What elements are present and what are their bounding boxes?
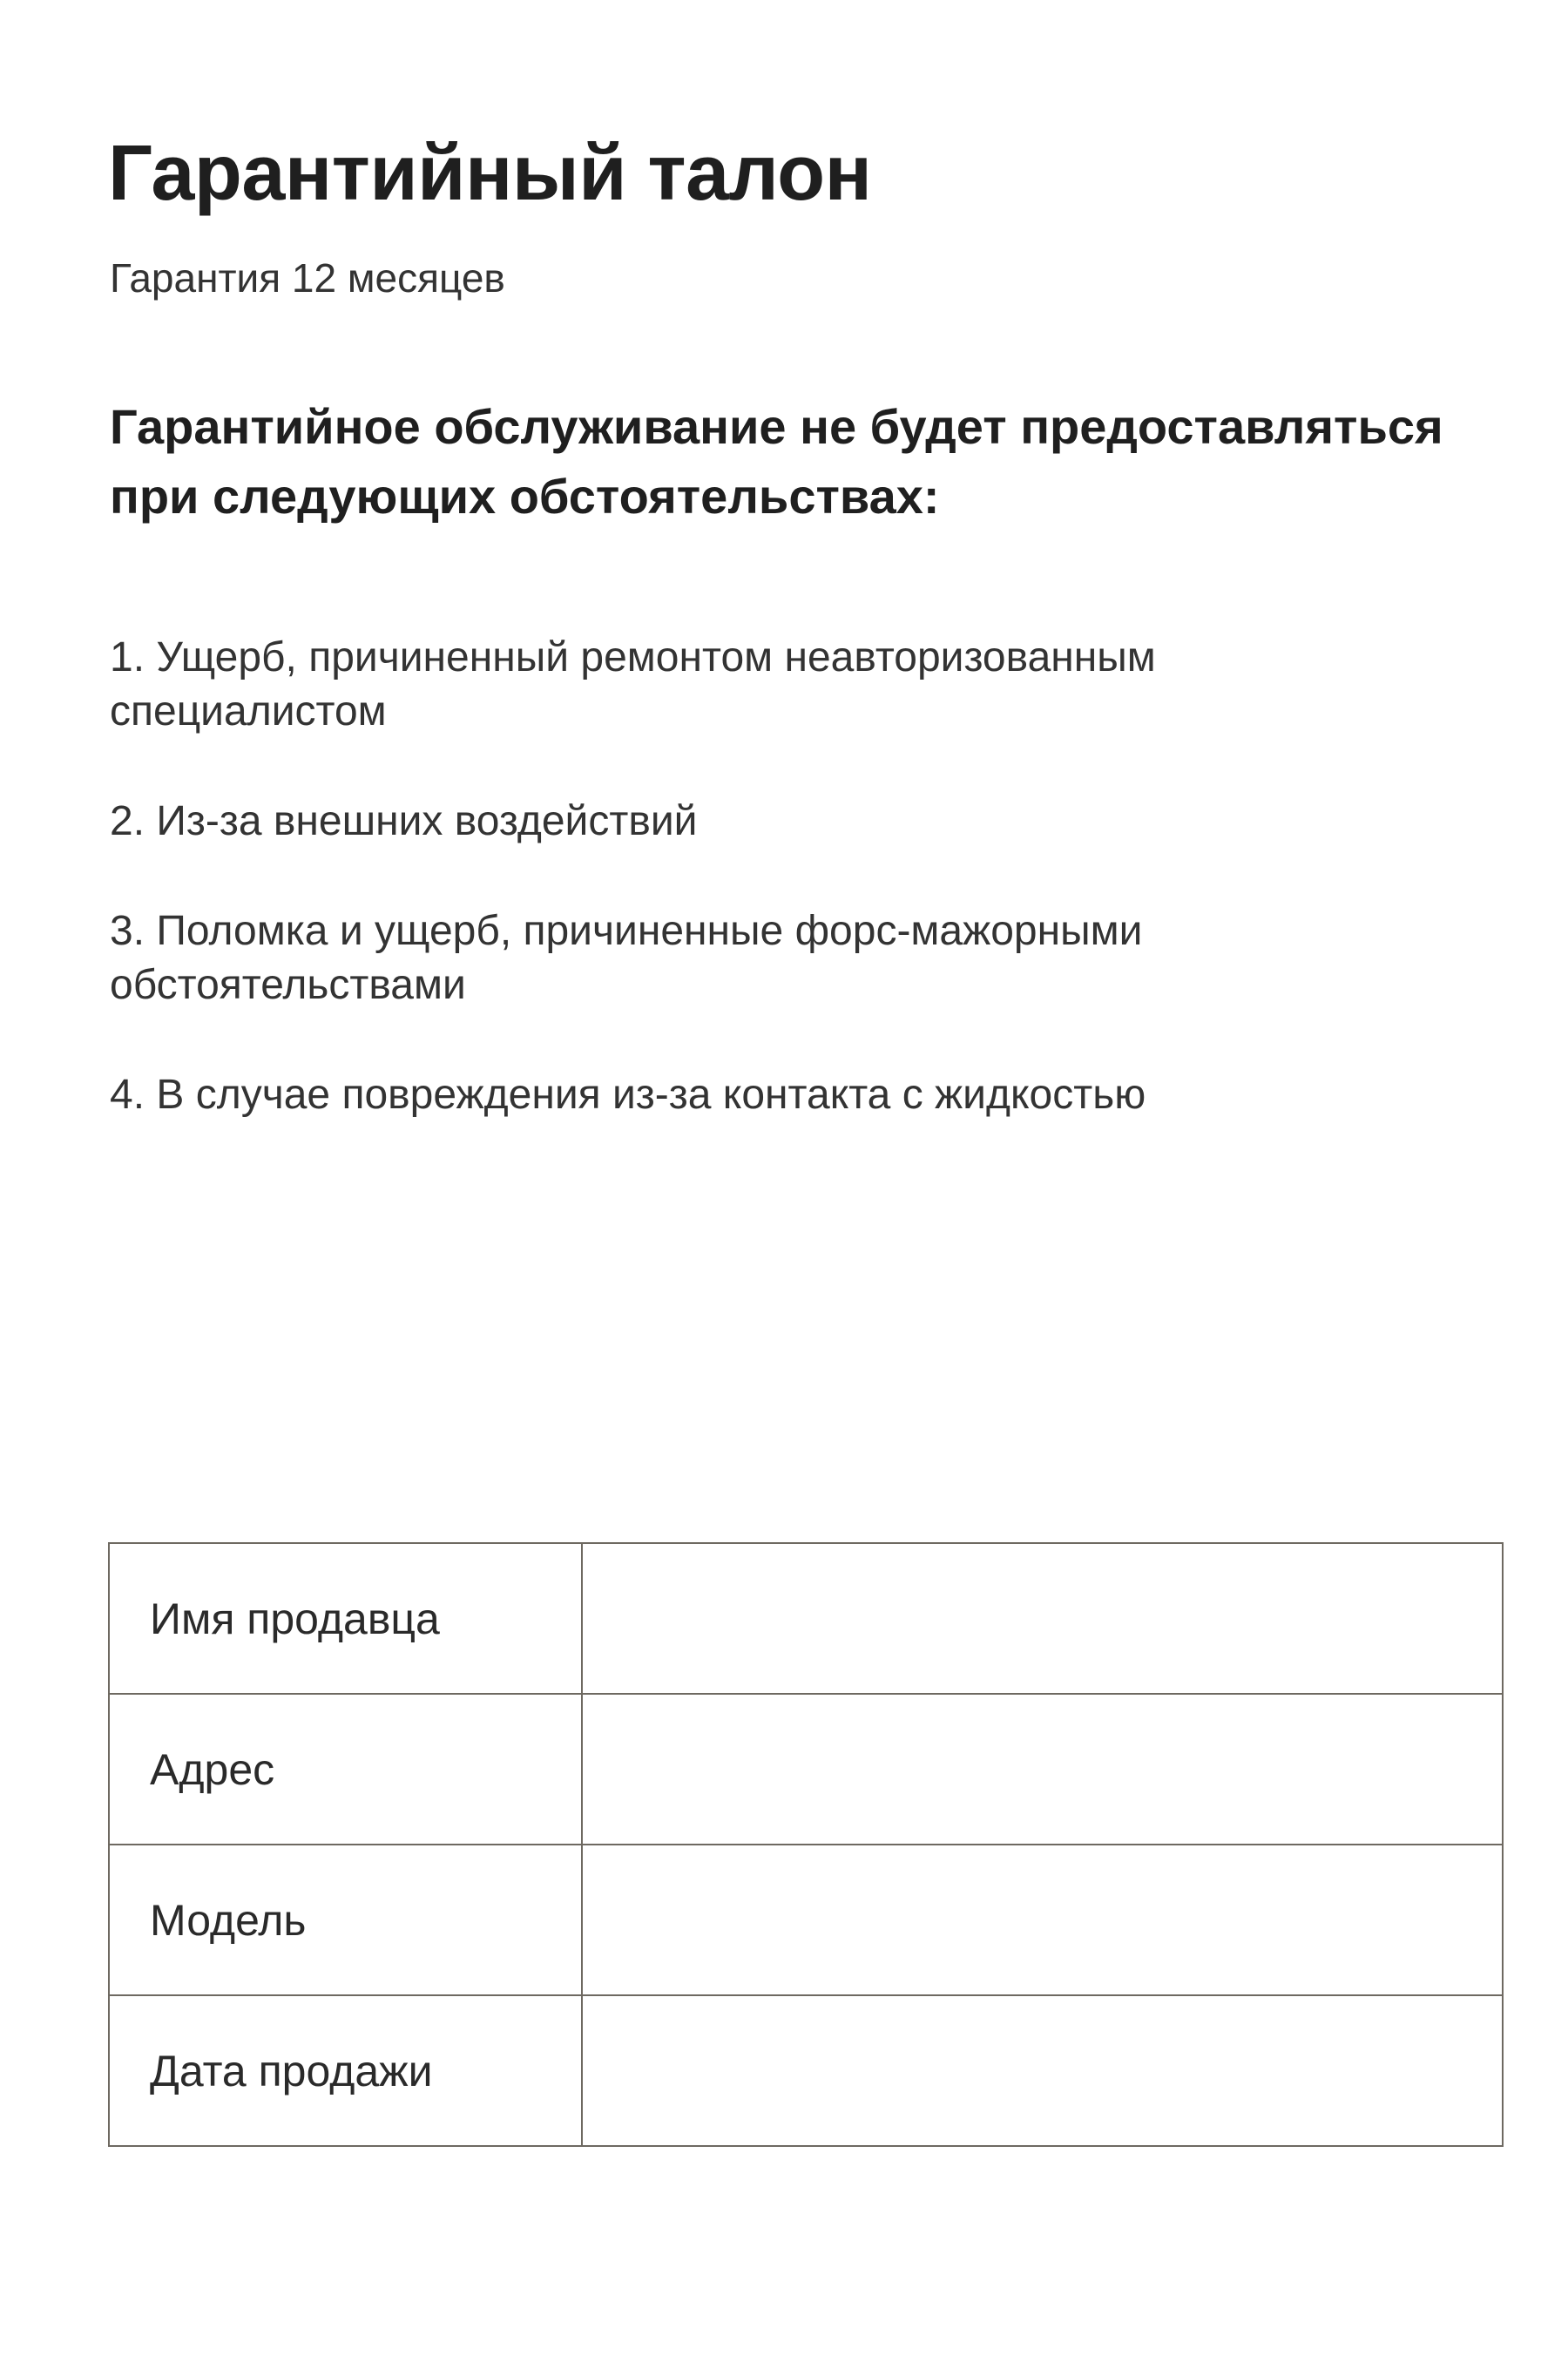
- exclusion-item: 3. Поломка и ущерб, причиненные форс-мажорными обстоятельствами: [110, 908, 1143, 1008]
- seller-name-label: Имя продавца: [109, 1543, 582, 1694]
- address-label: Адрес: [109, 1694, 582, 1845]
- sale-date-field[interactable]: [582, 1995, 1503, 2146]
- model-label: Модель: [109, 1845, 582, 1995]
- exclusions-heading: Гарантийное обслуживание не будет предоставляться при следующих обстоятельствах:: [110, 399, 1443, 524]
- exclusion-item: 2. Из-за внешних воздействий: [110, 798, 698, 844]
- model-field[interactable]: [582, 1845, 1503, 1995]
- address-field[interactable]: [582, 1694, 1503, 1845]
- exclusion-item: 1. Ущерб, причиненный ремонтом неавторизованным специалистом: [110, 634, 1156, 735]
- seller-name-field[interactable]: [582, 1543, 1503, 1694]
- warranty-period: Гарантия 12 месяцев: [110, 255, 505, 301]
- table-row: [109, 1543, 1503, 1694]
- table-row: [109, 1995, 1503, 2146]
- table-row: [109, 1694, 1503, 1845]
- sale-info-table: [108, 1542, 1504, 2147]
- page-title: Гарантийный талон: [108, 130, 872, 217]
- sale-date-label: Дата продажи: [109, 1995, 582, 2146]
- exclusions-list: [110, 631, 1416, 1178]
- exclusion-item: 4. В случае повреждения из-за контакта с жидкостью: [110, 1072, 1146, 1118]
- table-row: [109, 1845, 1503, 1995]
